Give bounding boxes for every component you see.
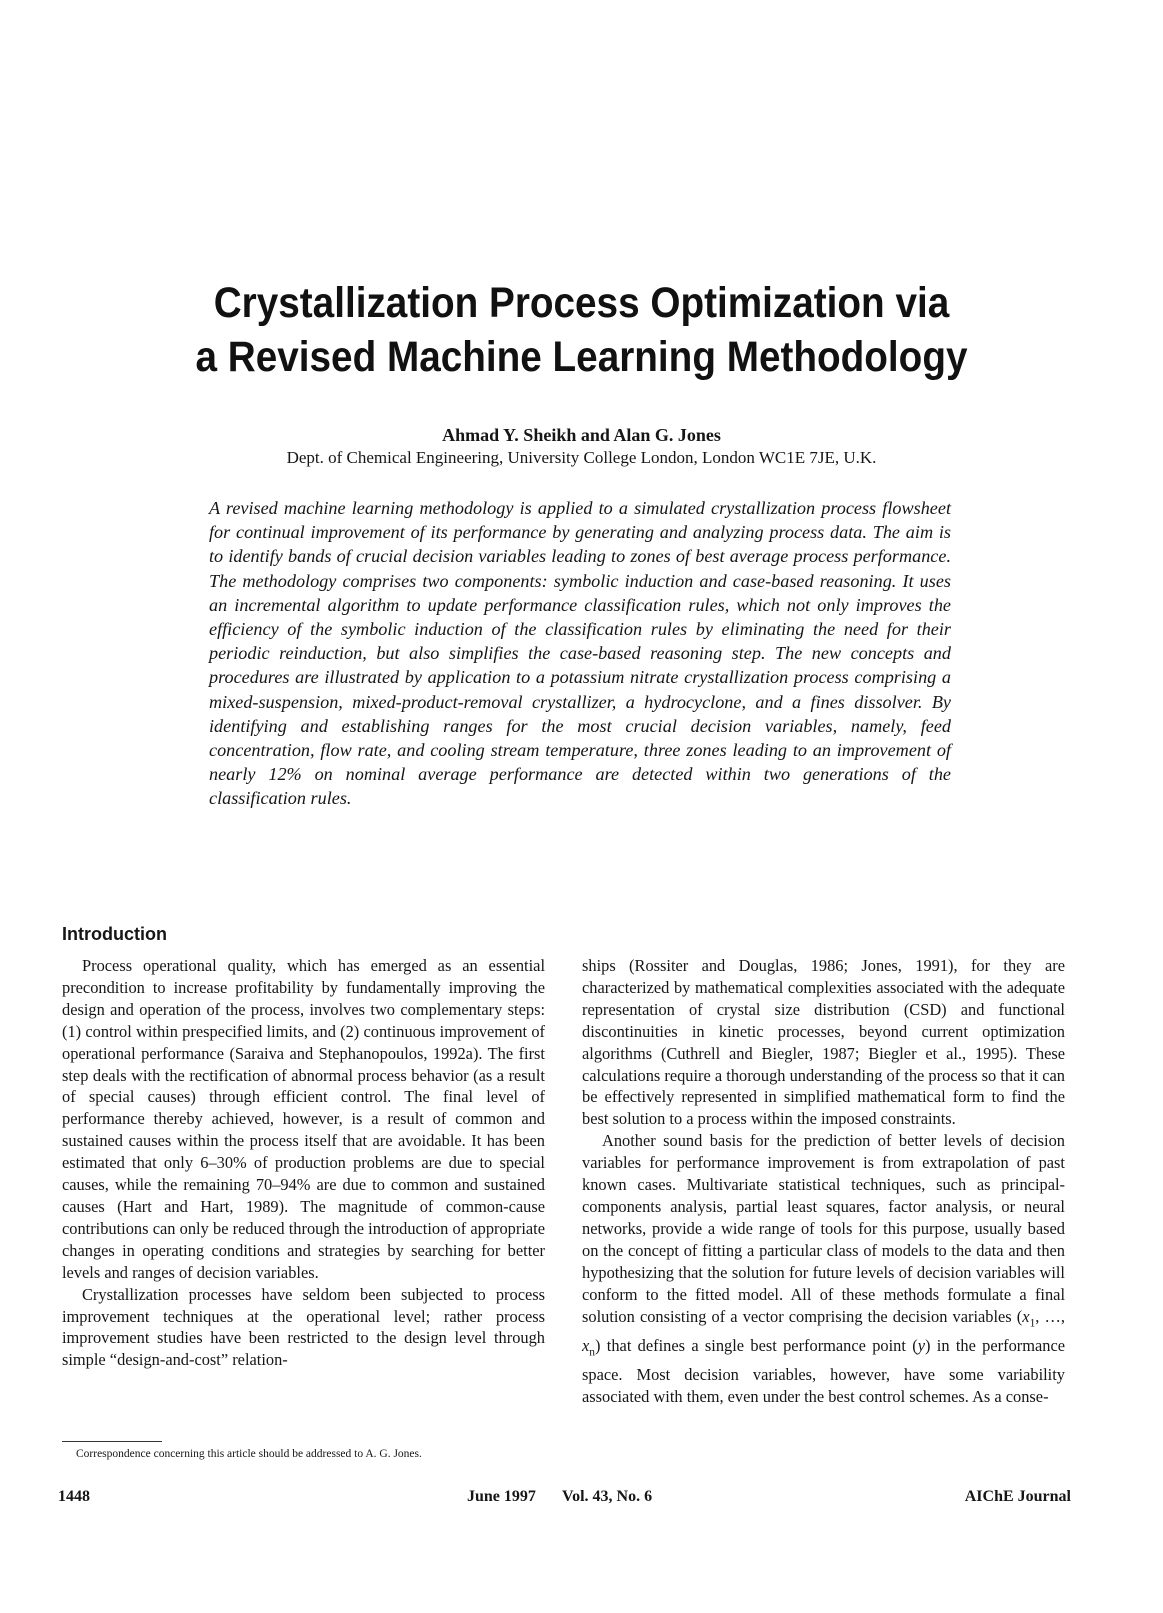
page-number: 1448	[58, 1488, 90, 1505]
paragraph-intro-2: Crystallization processes have seldom been subjected to process improvement techniques at the operational level; rather process improvement studies have been restricted to the design level through simple “design-and-cost” relation-	[62, 1284, 545, 1370]
paragraph-intro-3-part-a: Another sound basis for the prediction of better levels of decision variables for performance improvement is from extrapolation of past known cases. Multivariate statistical techniques, such as principal-components analysis, partial least squares, factor analysis, or neural networks, provide a wide range of tools for this purpose, usually based on the concept of fitting a particular class of models to the data and then hypothesizing that the solution for future levels of decision variables will conform to the fitted model. All of these methods formulate a final solution consisting of a vector comprising the decision variables (	[582, 1131, 1065, 1326]
paragraph-intro-3-part-c: ) in the performance space. Most decision variables, however, have some variability associated with them, even under the best control schemes. As a conse-	[582, 1335, 1065, 1406]
footnote-divider	[62, 1441, 162, 1442]
correspondence-footnote: Correspondence concerning this article should be addressed to A. G. Jones.	[76, 1448, 422, 1460]
article-title	[112, 276, 1051, 384]
author-list: Ahmad Y. Sheikh and Alan G. Jones	[442, 425, 721, 445]
paragraph-intro-3-part-b: ) that defines a single best performance point (	[595, 1335, 918, 1355]
math-sub-1: 1	[1029, 1316, 1036, 1329]
text-column-right	[582, 955, 1065, 1408]
math-var-xn: x	[582, 1335, 590, 1355]
math-var-y: y	[917, 1335, 925, 1355]
paragraph-intro-3	[582, 1130, 1065, 1407]
abstract: A revised machine learning methodology is applied to a simulated crystallization process flowsheet for continual improvement of its performance by generating and analyzing process data. The aim is to identify bands of crucial decision variables leading to zones of best average process performance. The methodology comprises two components: symbolic induction and case-based reasoning. It uses an incremental algorithm to update performance classification rules, which not only improves the efficiency of the symbolic induction of the classification rules by eliminating the need for their periodic reinduction, but also simplifies the case-based reasoning step. The new concepts and procedures are illustrated by application to a potassium nitrate crystallization process comprising a mixed-suspension, mixed-product-removal crystallizer, a hydrocyclone, and a fines dissolver. By identifying and establishing ranges for the most crucial decision variables, namely, feed concentration, flow rate, and cooling stream temperature, three zones leading to an improvement of nearly 12% on nominal average performance are detected within two generations of the classification rules.	[209, 498, 951, 809]
article-title-line-1: Crystallization Process Optimization via	[213, 279, 950, 327]
issue-volume: Vol. 43, No. 6	[562, 1488, 653, 1505]
text-column-left	[62, 955, 545, 1371]
math-var-x1: x	[1022, 1306, 1030, 1326]
author-affiliation: Dept. of Chemical Engineering, University College London, London WC1E 7JE, U.K.	[286, 448, 877, 467]
article-title-line-2: a Revised Machine Learning Methodology	[195, 333, 968, 381]
paragraph-intro-2-continued: ships (Rossiter and Douglas, 1986; Jones, 1991), for they are characterized by mathematical complexities associated with the adequate representation of crystal size distribution (CSD) and functional discontinuities in kinetic processes, beyond current optimization algorithms (Cuthrell and Biegler, 1987; Biegler et al., 1995). These calculations require a thorough understanding of the process so that it can be effectively represented in simplified mathematical form to find the best solution to a process within the imposed constraints.	[582, 956, 1065, 1129]
paragraph-intro-1: Process operational quality, which has emerged as an essential precondition to increase profitability by fundamentally improving the design and operation of the process, involves two complementary steps: (1) control within prespecified limits, and (2) continuous improvement of operational performance (Saraiva and Stephanopoulos, 1992a). The first step deals with the rectification of abnormal process behavior (as a result of special causes) through efficient control. The final level of performance thereby achieved, however, is a result of common and sustained causes within the process itself that are avoidable. It has been estimated that only 6–30% of production problems are due to special causes, while the remaining 70–94% are due to common and sustained causes (Hart and Hart, 1989). The magnitude of common-cause contributions can only be reduced through the introduction of appropriate changes in operating conditions and strategies by searching for better levels and ranges of decision variables.	[62, 956, 545, 1282]
issue-date: June 1997	[467, 1488, 536, 1505]
section-heading-introduction: Introduction	[62, 924, 167, 944]
math-sub-n: n	[589, 1345, 596, 1358]
math-separator: , …,	[1035, 1306, 1066, 1326]
journal-name: AIChE Journal	[964, 1488, 1071, 1505]
